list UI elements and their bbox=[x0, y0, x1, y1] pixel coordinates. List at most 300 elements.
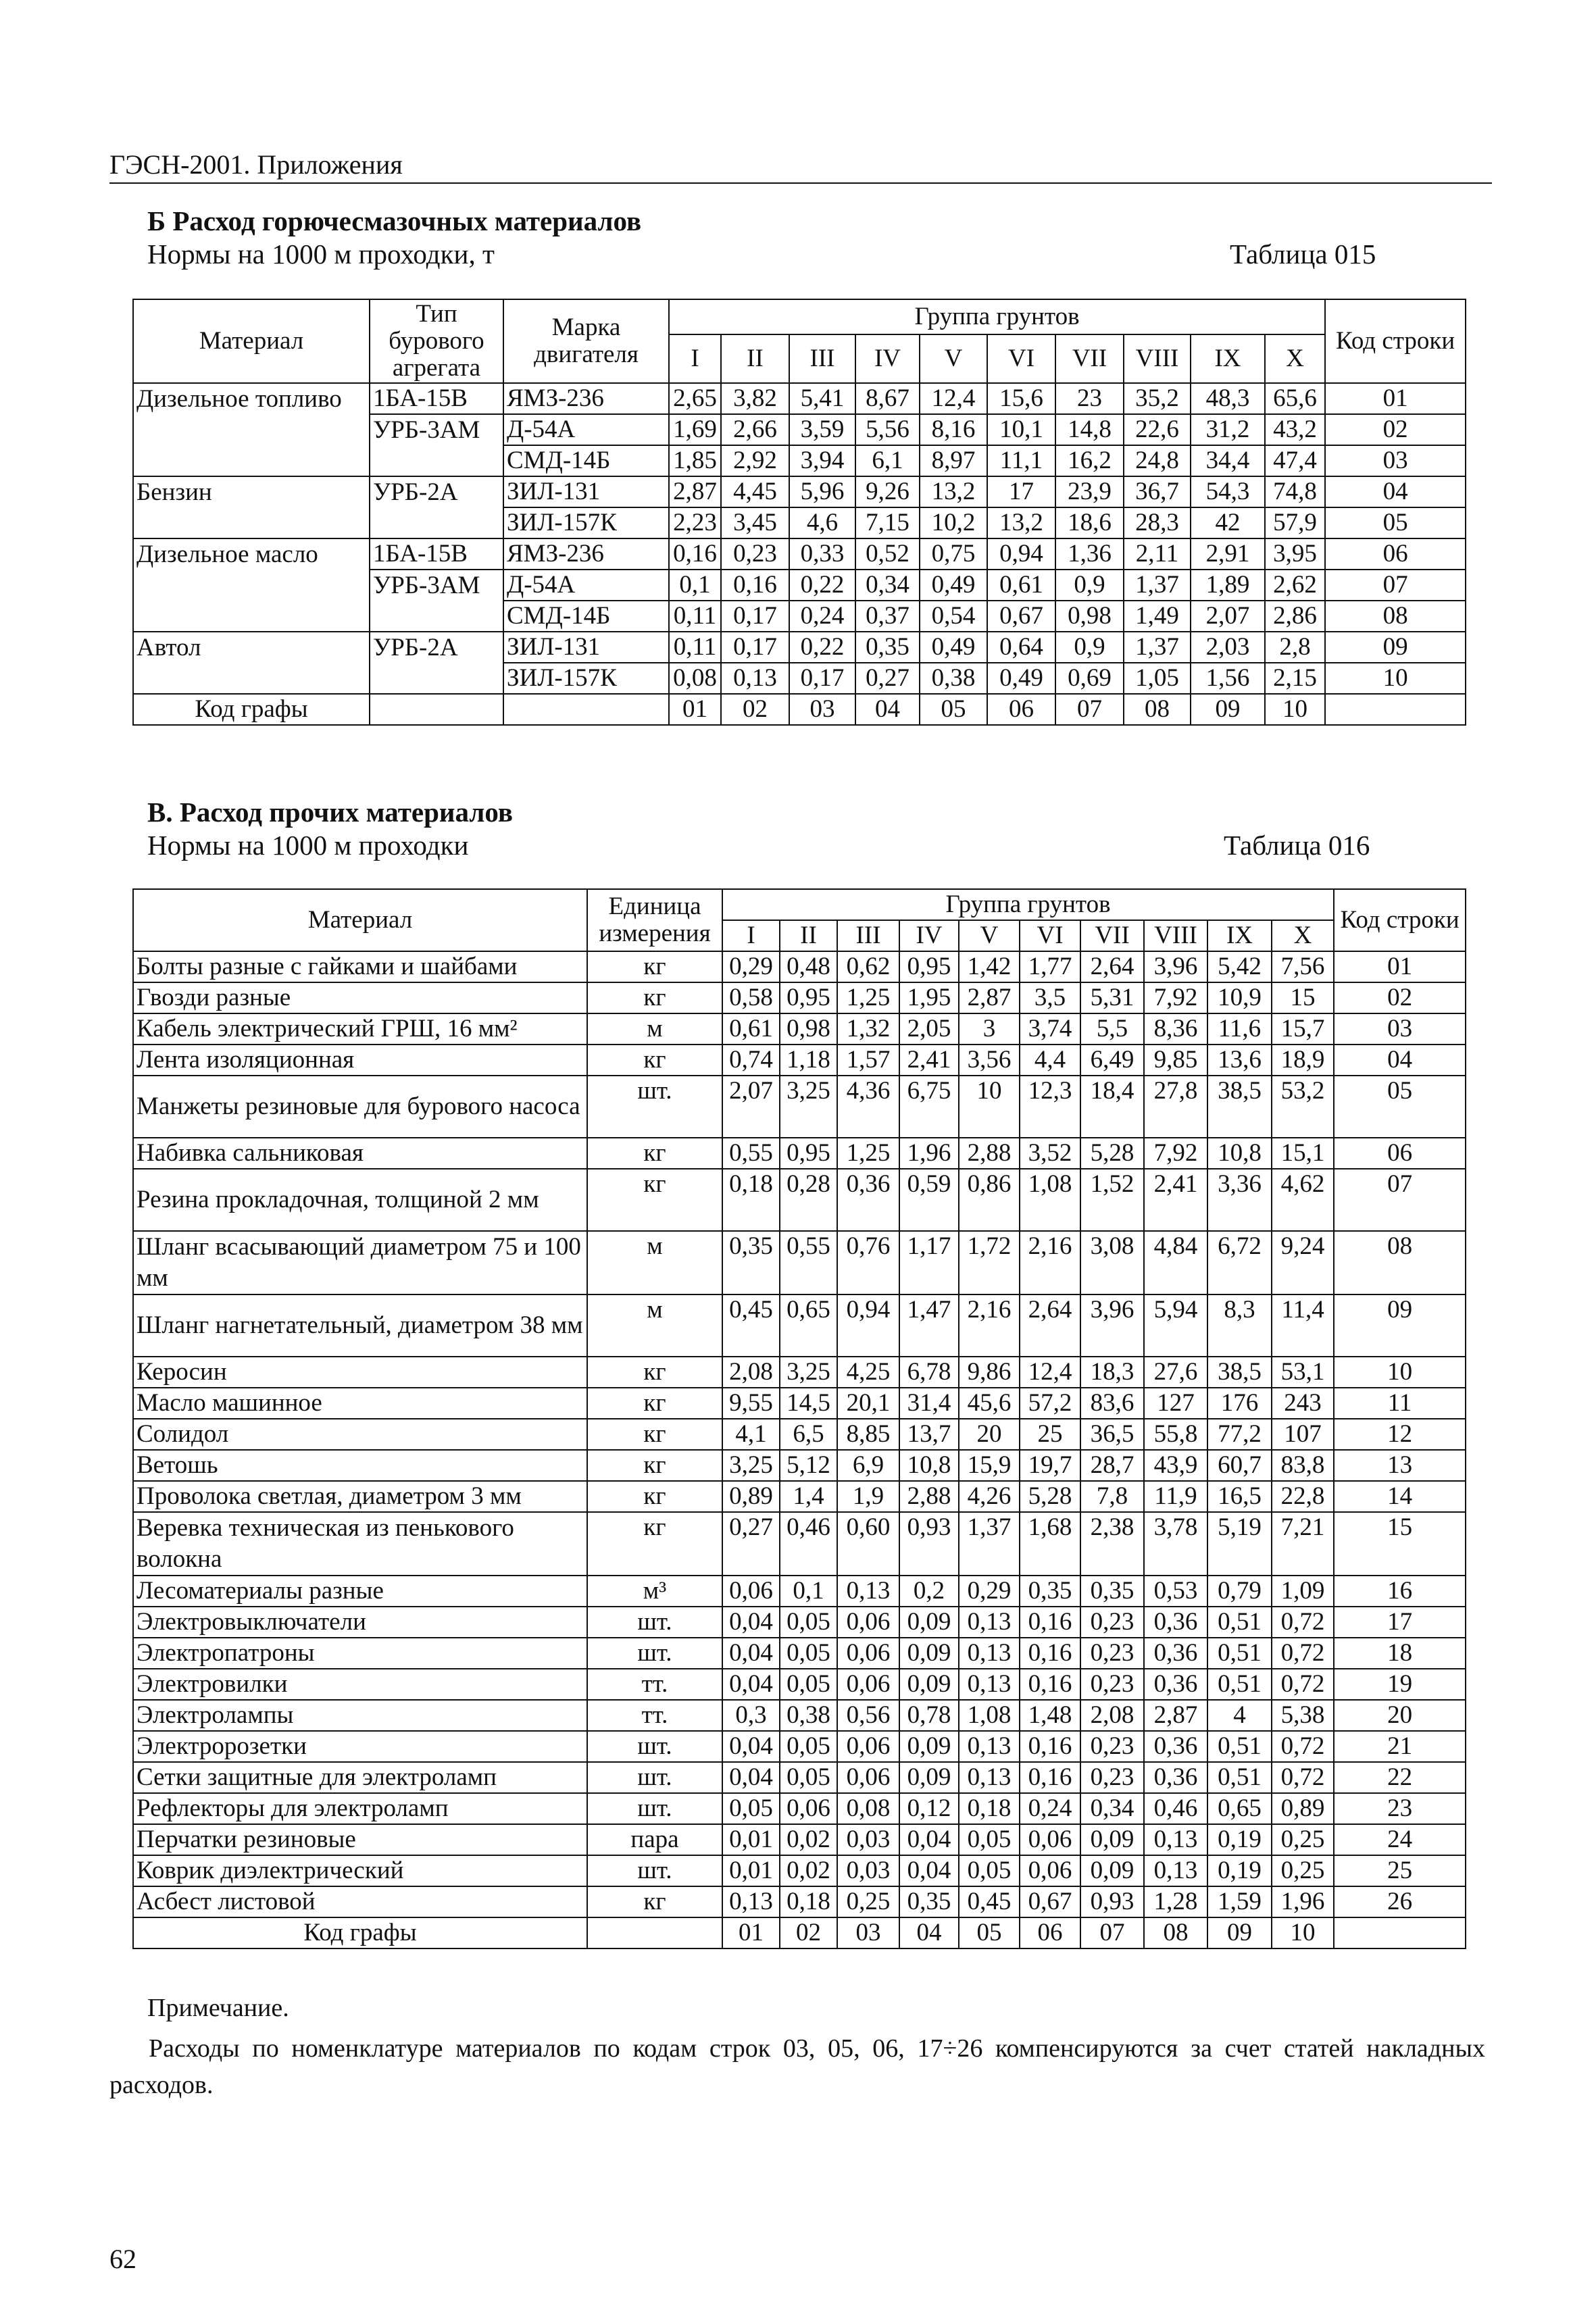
footer-row bbox=[133, 694, 1466, 725]
table-016 bbox=[132, 888, 1466, 1949]
cell-value: 0,01 bbox=[722, 1855, 780, 1886]
cell-engine: ЯМЗ-236 bbox=[503, 383, 669, 414]
header-group-ii: II bbox=[780, 920, 837, 951]
table-row bbox=[133, 1481, 1466, 1512]
cell-value: 0,18 bbox=[780, 1886, 837, 1917]
cell-value: 0,19 bbox=[1207, 1824, 1272, 1855]
table-row bbox=[133, 1169, 1466, 1231]
cell-value: 1,95 bbox=[899, 982, 959, 1013]
cell-material: Электророзетки bbox=[133, 1731, 587, 1762]
cell-value: 0,24 bbox=[789, 601, 855, 632]
table-row bbox=[133, 1045, 1466, 1076]
cell-material: Масло машинное bbox=[133, 1388, 587, 1419]
cell-value: 2,87 bbox=[669, 476, 721, 507]
cell-value: 0,38 bbox=[920, 663, 987, 694]
cell-engine: ЗИЛ-131 bbox=[503, 476, 669, 507]
cell-value: 3,25 bbox=[780, 1357, 837, 1388]
cell-value: 0,69 bbox=[1055, 663, 1124, 694]
cell-value: 0,36 bbox=[1144, 1669, 1207, 1700]
cell-value: 2,66 bbox=[721, 414, 789, 445]
cell-value: 1,96 bbox=[1272, 1886, 1334, 1917]
cell-value: 2,15 bbox=[1265, 663, 1325, 694]
table-row bbox=[133, 1138, 1466, 1169]
cell-value: 1,49 bbox=[1124, 601, 1191, 632]
cell-value: 0,06 bbox=[837, 1638, 899, 1669]
cell-value: 3,96 bbox=[1144, 951, 1207, 982]
cell-value: 6,49 bbox=[1080, 1045, 1144, 1076]
cell-value: 13,6 bbox=[1207, 1045, 1272, 1076]
cell-value: 0,36 bbox=[837, 1169, 899, 1231]
table-row bbox=[133, 1731, 1466, 1762]
cell-value: 0,05 bbox=[959, 1824, 1020, 1855]
cell-value: 7,8 bbox=[1080, 1481, 1144, 1512]
cell-value: 3,56 bbox=[959, 1045, 1020, 1076]
table-row bbox=[133, 1388, 1466, 1419]
cell-code: 26 bbox=[1334, 1886, 1466, 1917]
cell-value: 0,16 bbox=[1020, 1731, 1080, 1762]
cell-value: 0,76 bbox=[837, 1231, 899, 1294]
cell-value: 13,7 bbox=[899, 1419, 959, 1450]
cell-unit: шт. bbox=[587, 1607, 722, 1638]
cell-value: 28,3 bbox=[1124, 507, 1191, 538]
cell-value: 17 bbox=[987, 476, 1055, 507]
cell-value: 23,9 bbox=[1055, 476, 1124, 507]
cell-value: 8,97 bbox=[920, 445, 987, 476]
cell-value: 31,2 bbox=[1191, 414, 1265, 445]
cell-value: 0,09 bbox=[1080, 1824, 1144, 1855]
cell-value: 1,56 bbox=[1191, 663, 1265, 694]
cell-value: 48,3 bbox=[1191, 383, 1265, 414]
cell-value: 0,03 bbox=[837, 1855, 899, 1886]
cell-value: 2,64 bbox=[1080, 951, 1144, 982]
footer-code: 01 bbox=[722, 1917, 780, 1948]
cell-value: 0,23 bbox=[1080, 1669, 1144, 1700]
cell-value: 0,16 bbox=[721, 570, 789, 601]
cell-code: 09 bbox=[1334, 1294, 1466, 1357]
cell-value: 0,1 bbox=[669, 570, 721, 601]
cell-value: 16,2 bbox=[1055, 445, 1124, 476]
cell-value: 1,52 bbox=[1080, 1169, 1144, 1231]
cell-material: Манжеты резиновые для бурового насоса bbox=[133, 1076, 587, 1138]
cell-value: 0,09 bbox=[899, 1607, 959, 1638]
cell-unit: кг bbox=[587, 1481, 722, 1512]
cell-rig: 1БА-15В bbox=[370, 383, 503, 414]
cell-value: 0,72 bbox=[1272, 1762, 1334, 1793]
cell-code: 01 bbox=[1334, 951, 1466, 982]
cell-value: 2,03 bbox=[1191, 632, 1265, 663]
cell-value: 1,57 bbox=[837, 1045, 899, 1076]
cell-value: 74,8 bbox=[1265, 476, 1325, 507]
cell-value: 0,06 bbox=[837, 1669, 899, 1700]
cell-code: 04 bbox=[1325, 476, 1466, 507]
table-015-label: Таблица 015 bbox=[1230, 238, 1376, 270]
cell-code: 12 bbox=[1334, 1419, 1466, 1450]
cell-value: 1,77 bbox=[1020, 951, 1080, 982]
cell-value: 0,89 bbox=[722, 1481, 780, 1512]
cell-value: 42 bbox=[1191, 507, 1265, 538]
cell-value: 0,29 bbox=[722, 951, 780, 982]
cell-value: 0,16 bbox=[1020, 1762, 1080, 1793]
cell-value: 83,6 bbox=[1080, 1388, 1144, 1419]
cell-value: 0,05 bbox=[959, 1855, 1020, 1886]
cell-value: 3,78 bbox=[1144, 1512, 1207, 1576]
cell-value: 14,5 bbox=[780, 1388, 837, 1419]
cell-value: 8,16 bbox=[920, 414, 987, 445]
cell-value: 0,13 bbox=[959, 1607, 1020, 1638]
cell-value: 0,13 bbox=[959, 1638, 1020, 1669]
cell-value: 7,92 bbox=[1144, 982, 1207, 1013]
cell-value: 2,41 bbox=[1144, 1169, 1207, 1231]
footer-row bbox=[133, 1917, 1466, 1948]
cell-value: 1,09 bbox=[1272, 1576, 1334, 1607]
header-unit: Единица измерения bbox=[587, 889, 722, 951]
cell-value: 0,60 bbox=[837, 1512, 899, 1576]
footer-code: 10 bbox=[1272, 1917, 1334, 1948]
cell-value: 0,33 bbox=[789, 538, 855, 570]
cell-unit: кг bbox=[587, 1169, 722, 1231]
cell-value: 0,09 bbox=[899, 1762, 959, 1793]
cell-value: 2,38 bbox=[1080, 1512, 1144, 1576]
cell-value: 0,51 bbox=[1207, 1638, 1272, 1669]
cell-value: 18,6 bbox=[1055, 507, 1124, 538]
cell-engine: СМД-14Б bbox=[503, 601, 669, 632]
cell-value: 57,9 bbox=[1265, 507, 1325, 538]
cell-value: 0,51 bbox=[1207, 1669, 1272, 1700]
footer-code: 08 bbox=[1124, 694, 1191, 725]
cell-value: 12,3 bbox=[1020, 1076, 1080, 1138]
cell-material bbox=[133, 445, 370, 476]
cell-value: 1,89 bbox=[1191, 570, 1265, 601]
cell-value: 0,04 bbox=[722, 1731, 780, 1762]
cell-code: 03 bbox=[1325, 445, 1466, 476]
table-row bbox=[133, 1294, 1466, 1357]
footer-code: 07 bbox=[1080, 1917, 1144, 1948]
table-row bbox=[133, 383, 1466, 414]
header-group-v: V bbox=[959, 920, 1020, 951]
header-group-vii: VII bbox=[1055, 334, 1124, 383]
cell-value: 3,52 bbox=[1020, 1138, 1080, 1169]
cell-material: Асбест листовой bbox=[133, 1886, 587, 1917]
cell-value: 4,84 bbox=[1144, 1231, 1207, 1294]
cell-code: 17 bbox=[1334, 1607, 1466, 1638]
cell-value: 0,23 bbox=[1080, 1638, 1144, 1669]
cell-unit: м bbox=[587, 1294, 722, 1357]
cell-unit: м bbox=[587, 1231, 722, 1294]
cell-value: 2,08 bbox=[1080, 1700, 1144, 1731]
cell-value: 4,36 bbox=[837, 1076, 899, 1138]
cell-code: 14 bbox=[1334, 1481, 1466, 1512]
cell-value: 7,21 bbox=[1272, 1512, 1334, 1576]
cell-material: Гвозди разные bbox=[133, 982, 587, 1013]
table-015 bbox=[132, 299, 1466, 726]
footer-code: 05 bbox=[920, 694, 987, 725]
cell-value: 0,9 bbox=[1055, 632, 1124, 663]
cell-unit: тт. bbox=[587, 1669, 722, 1700]
cell-value: 0,17 bbox=[789, 663, 855, 694]
cell-value: 0,09 bbox=[899, 1731, 959, 1762]
cell-material: Дизельное топливо bbox=[133, 383, 370, 414]
cell-material: Лента изоляционная bbox=[133, 1045, 587, 1076]
cell-value: 8,67 bbox=[855, 383, 920, 414]
cell-material: Сетки защитные для электроламп bbox=[133, 1762, 587, 1793]
cell-value: 9,24 bbox=[1272, 1231, 1334, 1294]
cell-rig: УРБ-3АМ bbox=[370, 570, 503, 601]
header-material: Материал bbox=[133, 889, 587, 951]
cell-value: 0,61 bbox=[722, 1013, 780, 1045]
header-code: Код строки bbox=[1325, 299, 1466, 383]
cell-code: 06 bbox=[1325, 538, 1466, 570]
cell-unit: кг bbox=[587, 1450, 722, 1481]
cell-value: 53,2 bbox=[1272, 1076, 1334, 1138]
header-group-i: I bbox=[669, 334, 721, 383]
header-code: Код строки bbox=[1334, 889, 1466, 951]
cell-value: 2,88 bbox=[899, 1481, 959, 1512]
footer-code: 02 bbox=[721, 694, 789, 725]
cell-material: Керосин bbox=[133, 1357, 587, 1388]
cell-value: 0,72 bbox=[1272, 1638, 1334, 1669]
cell-value: 20 bbox=[959, 1419, 1020, 1450]
cell-value: 3,5 bbox=[1020, 982, 1080, 1013]
cell-code: 07 bbox=[1334, 1169, 1466, 1231]
header-group-vii: VII bbox=[1080, 920, 1144, 951]
cell-value: 0,29 bbox=[959, 1576, 1020, 1607]
cell-value: 28,7 bbox=[1080, 1450, 1144, 1481]
cell-value: 18,9 bbox=[1272, 1045, 1334, 1076]
cell-value: 4,1 bbox=[722, 1419, 780, 1450]
cell-value: 9,26 bbox=[855, 476, 920, 507]
cell-value: 0,05 bbox=[780, 1669, 837, 1700]
table-row bbox=[133, 632, 1466, 663]
cell-value: 5,42 bbox=[1207, 951, 1272, 982]
table-row bbox=[133, 1512, 1466, 1576]
cell-value: 0,12 bbox=[899, 1793, 959, 1824]
cell-value: 0,05 bbox=[780, 1607, 837, 1638]
header-group-viii: VIII bbox=[1144, 920, 1207, 951]
table-row bbox=[133, 1669, 1466, 1700]
cell-value: 10,9 bbox=[1207, 982, 1272, 1013]
footer-code: 03 bbox=[789, 694, 855, 725]
footer-empty bbox=[587, 1917, 722, 1948]
cell-value: 0,08 bbox=[837, 1793, 899, 1824]
cell-unit: шт. bbox=[587, 1076, 722, 1138]
cell-value: 24,8 bbox=[1124, 445, 1191, 476]
cell-engine: ЗИЛ-157К bbox=[503, 507, 669, 538]
footer-code: 07 bbox=[1055, 694, 1124, 725]
cell-value: 2,8 bbox=[1265, 632, 1325, 663]
cell-value: 0,06 bbox=[837, 1762, 899, 1793]
cell-value: 0,98 bbox=[1055, 601, 1124, 632]
cell-value: 10,2 bbox=[920, 507, 987, 538]
cell-unit: тт. bbox=[587, 1700, 722, 1731]
cell-code: 10 bbox=[1325, 663, 1466, 694]
cell-value: 4,45 bbox=[721, 476, 789, 507]
cell-value: 0,11 bbox=[669, 601, 721, 632]
cell-value: 1,37 bbox=[1124, 632, 1191, 663]
cell-value: 0,79 bbox=[1207, 1576, 1272, 1607]
cell-value: 0,89 bbox=[1272, 1793, 1334, 1824]
cell-value: 0,24 bbox=[1020, 1793, 1080, 1824]
cell-value: 0,23 bbox=[1080, 1731, 1144, 1762]
cell-material bbox=[133, 570, 370, 601]
cell-value: 0,49 bbox=[920, 570, 987, 601]
cell-material: Болты разные с гайками и шайбами bbox=[133, 951, 587, 982]
cell-material bbox=[133, 601, 370, 632]
cell-value: 15,9 bbox=[959, 1450, 1020, 1481]
cell-code: 18 bbox=[1334, 1638, 1466, 1669]
cell-value: 4 bbox=[1207, 1700, 1272, 1731]
cell-value: 0,13 bbox=[959, 1762, 1020, 1793]
cell-value: 45,6 bbox=[959, 1388, 1020, 1419]
cell-value: 0,25 bbox=[837, 1886, 899, 1917]
cell-value: 0,93 bbox=[1080, 1886, 1144, 1917]
cell-unit: кг bbox=[587, 1886, 722, 1917]
header-group-vi: VI bbox=[1020, 920, 1080, 951]
cell-value: 15,1 bbox=[1272, 1138, 1334, 1169]
cell-value: 0,46 bbox=[1144, 1793, 1207, 1824]
cell-value: 2,11 bbox=[1124, 538, 1191, 570]
cell-code: 08 bbox=[1334, 1231, 1466, 1294]
table-row bbox=[133, 982, 1466, 1013]
cell-material: Бензин bbox=[133, 476, 370, 507]
table-row bbox=[133, 1419, 1466, 1450]
header-engine: Марка двигателя bbox=[503, 299, 669, 383]
cell-value: 1,4 bbox=[780, 1481, 837, 1512]
cell-unit: м bbox=[587, 1013, 722, 1045]
table-row bbox=[133, 1076, 1466, 1138]
cell-value: 5,28 bbox=[1080, 1138, 1144, 1169]
cell-value: 0,58 bbox=[722, 982, 780, 1013]
footer-code: 01 bbox=[669, 694, 721, 725]
table-row bbox=[133, 1450, 1466, 1481]
cell-value: 5,41 bbox=[789, 383, 855, 414]
cell-value: 0,27 bbox=[855, 663, 920, 694]
cell-material: Резина прокладочная, толщиной 2 мм bbox=[133, 1169, 587, 1231]
cell-value: 38,5 bbox=[1207, 1076, 1272, 1138]
cell-unit: шт. bbox=[587, 1762, 722, 1793]
cell-value: 19,7 bbox=[1020, 1450, 1080, 1481]
cell-value: 54,3 bbox=[1191, 476, 1265, 507]
cell-value: 53,1 bbox=[1272, 1357, 1334, 1388]
cell-code: 06 bbox=[1334, 1138, 1466, 1169]
cell-value: 0,67 bbox=[987, 601, 1055, 632]
cell-value: 0,36 bbox=[1144, 1638, 1207, 1669]
cell-value: 0,35 bbox=[855, 632, 920, 663]
footer-code: 04 bbox=[899, 1917, 959, 1948]
footer-code: 06 bbox=[1020, 1917, 1080, 1948]
cell-value: 2,08 bbox=[722, 1357, 780, 1388]
cell-value: 3,96 bbox=[1080, 1294, 1144, 1357]
cell-value: 0,75 bbox=[920, 538, 987, 570]
cell-value: 0,36 bbox=[1144, 1731, 1207, 1762]
cell-value: 4,62 bbox=[1272, 1169, 1334, 1231]
cell-value: 5,5 bbox=[1080, 1013, 1144, 1045]
cell-value: 2,16 bbox=[1020, 1231, 1080, 1294]
cell-value: 0,35 bbox=[1080, 1576, 1144, 1607]
header-material: Материал bbox=[133, 299, 370, 383]
cell-code: 02 bbox=[1334, 982, 1466, 1013]
cell-value: 0,3 bbox=[722, 1700, 780, 1731]
cell-material: Коврик диэлектрический bbox=[133, 1855, 587, 1886]
cell-value: 0,48 bbox=[780, 951, 837, 982]
cell-value: 11,1 bbox=[987, 445, 1055, 476]
cell-unit: шт. bbox=[587, 1855, 722, 1886]
cell-code: 05 bbox=[1334, 1076, 1466, 1138]
cell-value: 6,1 bbox=[855, 445, 920, 476]
cell-value: 7,15 bbox=[855, 507, 920, 538]
cell-value: 0,06 bbox=[1020, 1855, 1080, 1886]
cell-value: 0,37 bbox=[855, 601, 920, 632]
cell-value: 2,64 bbox=[1020, 1294, 1080, 1357]
cell-value: 0,51 bbox=[1207, 1762, 1272, 1793]
cell-value: 1,18 bbox=[780, 1045, 837, 1076]
cell-unit: кг bbox=[587, 1045, 722, 1076]
table-row bbox=[133, 601, 1466, 632]
cell-value: 22,8 bbox=[1272, 1481, 1334, 1512]
cell-value: 1,48 bbox=[1020, 1700, 1080, 1731]
cell-value: 6,75 bbox=[899, 1076, 959, 1138]
cell-value: 10 bbox=[959, 1076, 1020, 1138]
header-rule bbox=[109, 182, 1492, 184]
cell-value: 4,26 bbox=[959, 1481, 1020, 1512]
cell-value: 0,72 bbox=[1272, 1669, 1334, 1700]
cell-value: 7,56 bbox=[1272, 951, 1334, 982]
cell-rig bbox=[370, 601, 503, 632]
cell-value: 77,2 bbox=[1207, 1419, 1272, 1450]
table-row bbox=[133, 951, 1466, 982]
cell-unit: шт. bbox=[587, 1638, 722, 1669]
cell-code: 11 bbox=[1334, 1388, 1466, 1419]
cell-value: 4,25 bbox=[837, 1357, 899, 1388]
cell-value: 0,09 bbox=[1080, 1855, 1144, 1886]
cell-value: 0,53 bbox=[1144, 1576, 1207, 1607]
cell-value: 0,93 bbox=[899, 1512, 959, 1576]
cell-value: 0,98 bbox=[780, 1013, 837, 1045]
table-row bbox=[133, 1576, 1466, 1607]
cell-value: 23 bbox=[1055, 383, 1124, 414]
cell-value: 60,7 bbox=[1207, 1450, 1272, 1481]
cell-value: 0,74 bbox=[722, 1045, 780, 1076]
cell-value: 0,45 bbox=[722, 1294, 780, 1357]
cell-value: 15,7 bbox=[1272, 1013, 1334, 1045]
page-header: ГЭСН-2001. Приложения bbox=[109, 149, 403, 180]
cell-value: 9,55 bbox=[722, 1388, 780, 1419]
cell-value: 0,38 bbox=[780, 1700, 837, 1731]
cell-value: 0,16 bbox=[1020, 1638, 1080, 1669]
table-row bbox=[133, 1607, 1466, 1638]
cell-rig bbox=[370, 507, 503, 538]
cell-value: 5,38 bbox=[1272, 1700, 1334, 1731]
table-row bbox=[133, 1762, 1466, 1793]
cell-value: 0,03 bbox=[837, 1824, 899, 1855]
table-row bbox=[133, 1886, 1466, 1917]
cell-value: 2,07 bbox=[722, 1076, 780, 1138]
cell-value: 0,18 bbox=[722, 1169, 780, 1231]
header-rig-type: Тип бурового агрегата bbox=[370, 299, 503, 383]
cell-value: 2,86 bbox=[1265, 601, 1325, 632]
cell-value: 0,09 bbox=[899, 1669, 959, 1700]
cell-material: Шланг всасывающий диаметром 75 и 100 мм bbox=[133, 1231, 587, 1294]
table-016-label: Таблица 016 bbox=[1224, 830, 1370, 861]
cell-value: 1,32 bbox=[837, 1013, 899, 1045]
cell-value: 13,2 bbox=[920, 476, 987, 507]
cell-value: 5,31 bbox=[1080, 982, 1144, 1013]
cell-value: 2,16 bbox=[959, 1294, 1020, 1357]
cell-value: 10,8 bbox=[1207, 1138, 1272, 1169]
cell-value: 83,8 bbox=[1272, 1450, 1334, 1481]
cell-value: 7,92 bbox=[1144, 1138, 1207, 1169]
cell-code: 21 bbox=[1334, 1731, 1466, 1762]
cell-value: 0,56 bbox=[837, 1700, 899, 1731]
